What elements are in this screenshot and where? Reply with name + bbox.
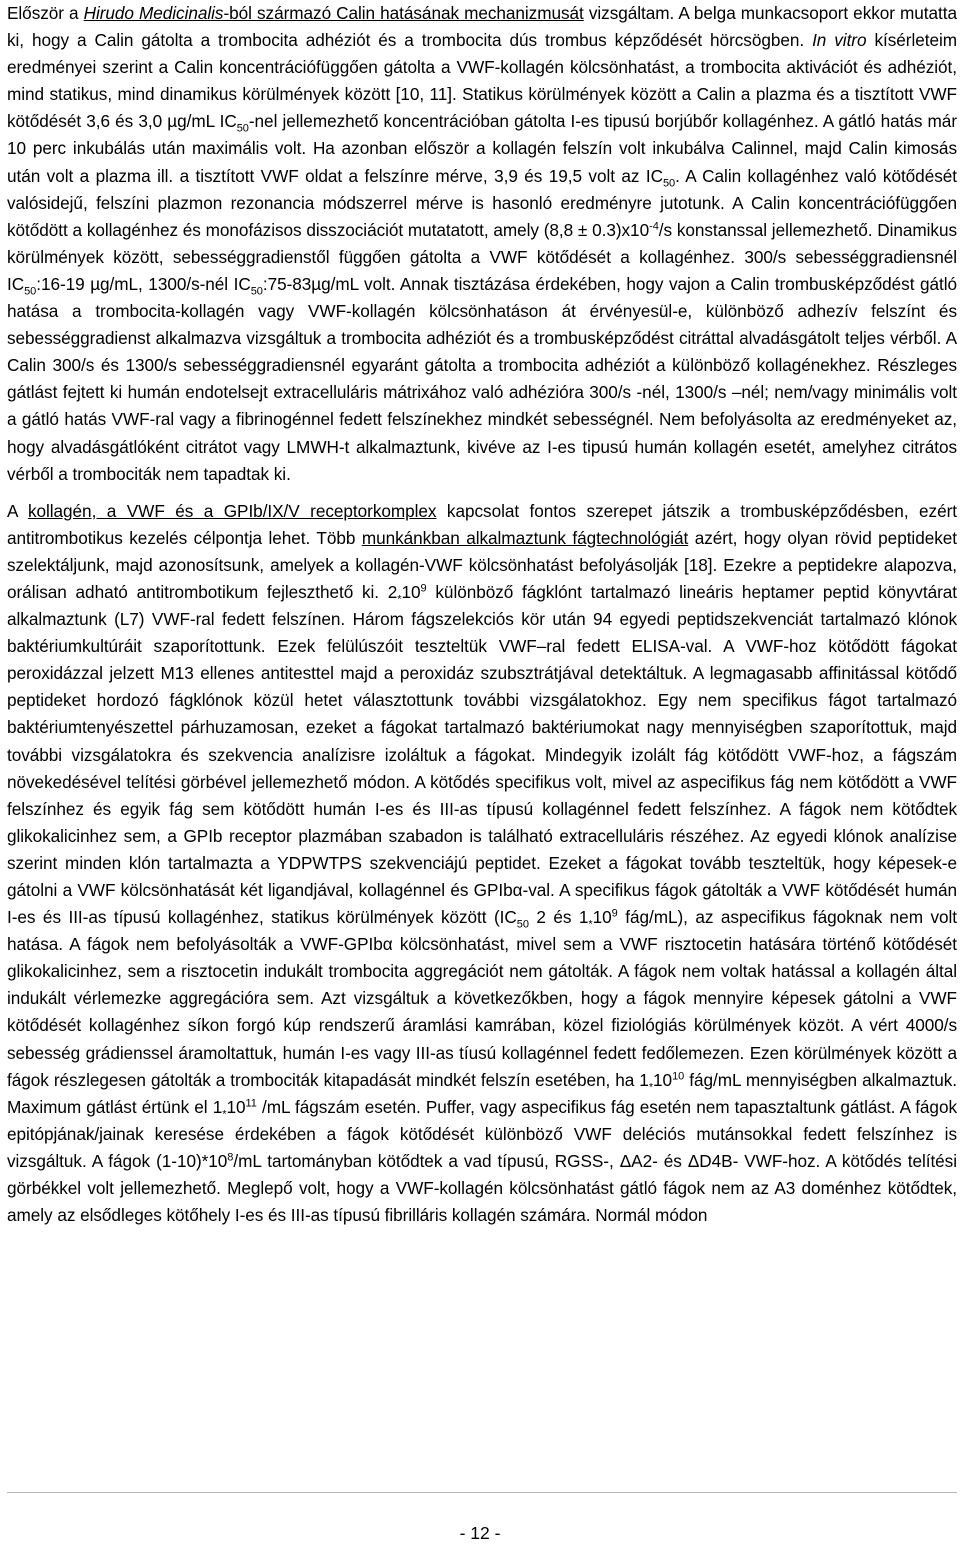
subscript: * [588,918,593,931]
text-run: különböző fágklónt tartalmazó lineáris heptamer peptid könyvtárat alkalmaztunk (L7) VWF-ral fedett felszínen. Három fágszelekciós kör után 94 egyedi peptidszekvenciát tartalmazó klónok baktériumkultúráit szaporítottunk. Ezek felülúszóit teszteltük VWF–ral fedett ELISA-val. A VWF-hoz kötődött fágokat peroxidázzal jelzett M13 ellenes antitesttel majd a peroxidáz szubsztrátjával detektáltuk. A legmagasabb affinitással kötődő peptideket hordozó fágklónok közül hetet választottunk további vizsgálatokhoz. Egy nem specifikus fágot tartalmazó baktériumtenyészettel párhuzamosan, ezeket a fágokat tartalmazó baktériumokat nagy mennyiségben szaporítottuk, majd további vizsgálatokra és szekvencia analízisre izoláltuk a fágokat. Mindegyik izolált fág kötődött VWF-hoz, a fágszám növekedésével telítési görbével jellemezhető módon. A kötődés specifikus volt, mivel az aspecifikus fág nem kötődött a VWF felszínhez és egyik fág sem kötődött humán I-es és III-as típusú kollagénnel fedett felszínhez. A fágok nem kötődtek glikokalicinhez sem, a GPIb receptor plazmában szabadon is található extracelluláris részéhez. Az egyedi klónok analízise szerint minden klón tartalmazta a YDPWTPS szekvenciájú peptidet. Ezeket a fágokat tovább teszteltük, hogy képesek-e gátolni a VWF kölcsönhatását két ligandjával, kollagénnel és GPIbα-val. A specifikus fágok gátolták a VWF kötődését humán I-es és III-as típusú kollagénhez, statikus körülmények között (IC [7,581,957,928]
text-run: fág/mL), az aspecifikus fágoknak nem volt hatása. A fágok nem befolyásolták a VWF-GPIbα kölcsönhatást, mivel sem a VWF risztocetin hatására történő kötődését glikokalicinhez, sem a risztocetin indukált trombocita aggregációt nem gátolták. A fágok nem voltak hatással a kollagén által indukált vérlemezke aggregációra sem. Azt vizsgáltuk a következőkben, hogy a fágok mennyire képesek gátolni a VWF kötődését kollagénhez síkon forgó kúp rendszerű áramlási kamrában, közel fiziológiás körülmények közöt. A vért 4000/s sebesség grádienssel áramoltattuk, humán I-es vagy III-as tíusú kollagénnel fedett fedőlemezen. Ezen körülmények között a fágok részlegesen gátolták a trombociták kitapadását mindkét felszín esetében, ha 1 [7,907,957,1090]
superscript: 9 [611,907,618,920]
subscript: * [397,593,402,606]
superscript: 11 [245,1097,257,1110]
subscript: 50 [516,918,529,931]
text-run: /mL fágszám esetén. Puffer, vagy aspecifikus fág esetén nem tapasztaltunk gátlást. A fágok epitópjának/jainak keresése érdekében a fágok kötődését különböző VWF deléciós mutánsokkal fedett felszínhez is vizsgáltuk. A fágok (1-10)*10 [7,1096,957,1171]
underlined-text: munkánkban alkalmaztunk fágtechnológiát [361,527,689,548]
text-run: :75-83µg/mL volt. Annak tisztázása érdekében, hogy vajon a Calin trombusképződést gátló hatása a trombocita-kollagén vagy VWF-kollagén kölcsönhatáson át érvényesül-e, különböző adhezív felszínt és sebességgradienst alkalmazva vizsgáltuk a trombocita adhéziót és a trombusképződést citráttal alvadásgátolt teljes vérből. A Calin 300/s és 1300/s sebességgradiensnél egyaránt gátolta a trombocita adhéziót a különböző kollagénekhez. Részleges gátlást fejtett ki humán endotelsejt extracelluláris mátrixához való adhézióra 300/s -nél, 1300/s –nél; nem/vagy minimális volt a gátló hatás VWF-ral vagy a fibrinogénnel fedett felszínekhez mindkét sebességnél. Nem befolyásolta az eredményeket az, hogy alvadásgátlóként citrátot vagy LMWH-t alkalmaztunk, kivéve az I-es tipusú humán kollagén esetét, amelyhez citrátos vérből a trombociták nem tapadtak ki. [7,273,957,484]
text-run: vizsgáltam. A belga munkacsoport ekkor mutatta ki, hogy a Calin gátolta a trombocita adhéziót és a trombocita dús trombus képződését hörcsögben. [7,3,957,51]
superscript: -4 [649,220,659,233]
text-run: kísérleteim eredményei szerint a Calin koncentrációfüggően gátolta a VWF-kollagén kölcsönhatást, a trombocita aktivációt és adhéziót, mind statikus, mind dinamikus körülmények között [10, 11]. Statikus körülmények között a Calin a plazma és a tisztított VWF kötődését 3,6 és 3,0 µg/mL IC [7,30,957,132]
text-run: /mL tartományban kötődtek a vad típusú, RGSS-, ΔA2- és ΔD4B- VWF-hoz. A kötődés telítési görbékkel volt jellemezhető. Meglepő volt, hogy a VWF-kollagén kölcsönhatást gátló fágok nem az A3 doménhez kötődtek, amely az elsődleges kötőhely I-es és III-as típusú fibrilláris kollagén számára. Normál módon [7,1150,957,1226]
document-page [7,0,957,1229]
text-run: kapcsolat fontos szerepet játszik a trombusképződésben, ezért antitrombotikus kezelés célpontja lehet. Több [7,500,957,548]
text-run: 2 és 1 [528,907,589,928]
text-run: . A Calin kollagénhez való kötődését valósidejű, felszíni plazmon rezonancia módszerrel mérve is hasonló eredményre jutotunk. A Calin koncentrációfüggően kötődött a kollagénhez és monofázisos disszociációt mutatatott, amely (8,8 ± 0.3)x10 [7,165,957,240]
subscript: 50 [250,285,263,298]
superscript: 9 [420,582,427,595]
underlined-text: kollagén, a VWF és a GPIb/IX/V receptorkomplex [27,500,437,521]
text-run: 10 [592,907,612,928]
text-run: /s konstanssal jellemezhető. Dinamikus körülmények között, sebességgradienstől függően gátolta a VWF kötődését a kollagénhez. 300/s sebességgradiensnél IC [7,219,957,294]
subscript: * [648,1081,654,1094]
subscript: * [222,1108,227,1121]
paragraph-phage [7,498,957,1230]
text-run: fág/mL mennyiségben alkalmaztuk. Maximum gátlást értünk el 1 [7,1069,958,1117]
text-run: A [7,500,28,521]
paragraph-calin [7,0,957,488]
text-run: 10 [226,1096,246,1117]
underlined-text: -ból származó Calin hatásának mechanizmusát [223,3,584,23]
superscript: 8 [227,1151,234,1164]
text-run: 10 [401,581,421,602]
text-run: :16-19 µg/mL, 1300/s-nél IC [36,273,251,294]
text-run: 10 [653,1069,673,1090]
italic-text: In vitro [812,30,867,51]
superscript: 10 [672,1069,685,1082]
subscript: 50 [236,122,249,135]
footer-divider [7,1492,957,1493]
text-run: -nel jellemezhető koncentrációban gátolta I-es tipusú borjúbőr kollagénhez. A gátló hatás már 10 perc inkubálás után maximális volt. Ha azonban először a kollagén felszín volt inkubálva Calinnel, majd Calin kimosás után volt a plazma ill. a tisztított VWF oldat a felszínre mérve, 3,9 és 19,5 volt az IC [7,111,957,186]
text-run: azért, hogy olyan rövid peptideket szelektáljunk, majd azonosítsunk, amelyek a kollagén-VWF kölcsönhatást befolyásolják [18]. Ezekre a peptidekre alapozva, orálisan adható antitrombotikum fejleszthető ki. 2 [7,527,957,602]
subscript: 50 [662,177,676,189]
subscript: 50 [24,285,37,298]
text-run: Először a [7,3,84,23]
page-number: - 12 - [459,1523,501,1543]
italic-underlined-text: Hirudo Medicinalis [83,3,224,23]
